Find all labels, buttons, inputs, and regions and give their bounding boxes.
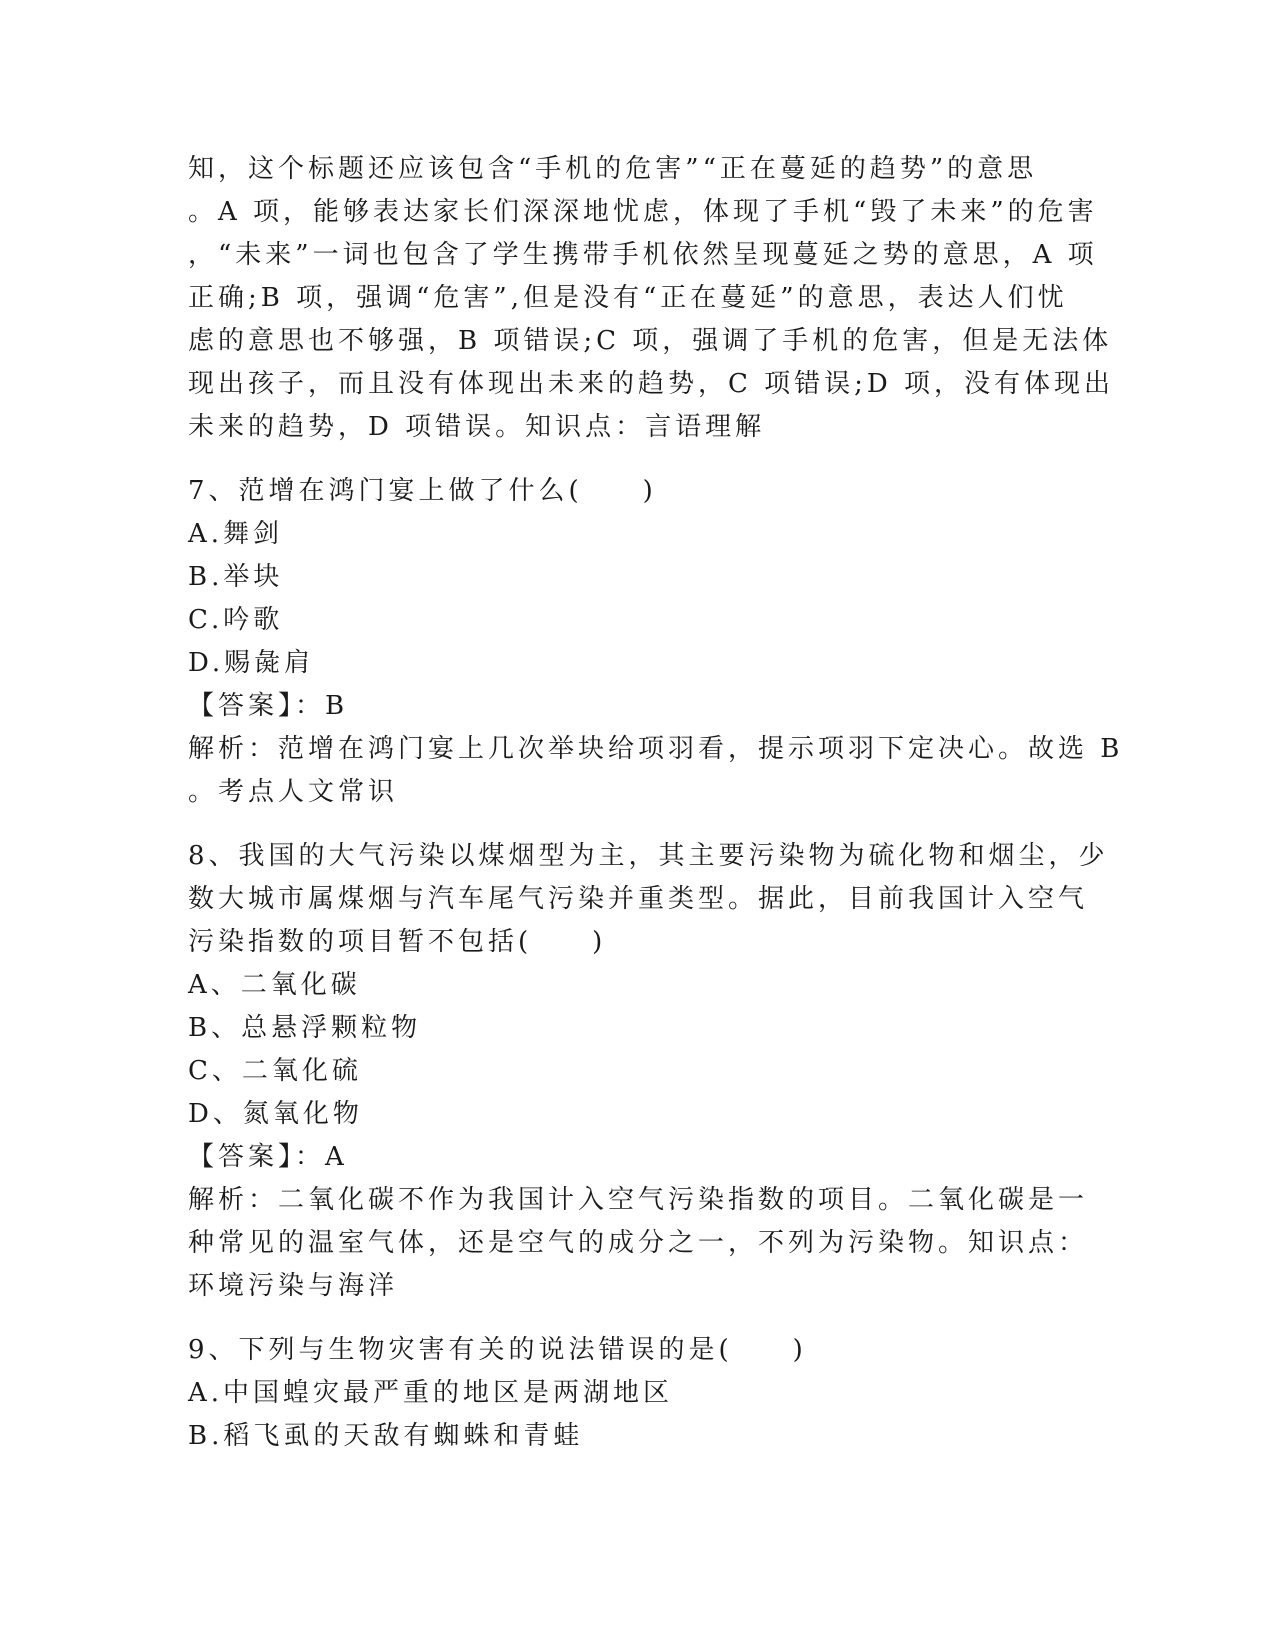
analysis-line: 。考点人文常识 bbox=[188, 777, 399, 807]
intro-explanation bbox=[188, 148, 1115, 449]
question-stem: 7、范增在鸿门宴上做了什么( ) bbox=[188, 476, 657, 506]
analysis-line: 解析：范增在鸿门宴上几次举块给项羽看，提示项羽下定决心。故选 B bbox=[188, 734, 1124, 764]
option-b: B.举块 bbox=[188, 562, 284, 592]
explanation-line: 虑的意思也不够强，B 项错误;C 项，强调了手机的危害，但是无法体 bbox=[188, 326, 1113, 356]
explanation-line: 。A 项，能够表达家长们深深地忧虑，体现了手机“毁了未来”的危害 bbox=[188, 197, 1098, 227]
option-c: C、二氧化硫 bbox=[188, 1056, 362, 1086]
explanation-line: 知，这个标题还应该包含“手机的危害”“正在蔓延的趋势”的意思 bbox=[188, 154, 1038, 184]
question-stem: 数大城市属煤烟与汽车尾气污染并重类型。据此，目前我国计入空气 bbox=[188, 884, 1089, 914]
option-b: B.稻飞虱的天敌有蜘蛛和青蛙 bbox=[188, 1421, 584, 1451]
question-8 bbox=[188, 835, 1109, 1308]
option-d: D、氮氧化物 bbox=[188, 1099, 363, 1129]
option-a: A.中国蝗灾最严重的地区是两湖地区 bbox=[188, 1378, 674, 1408]
option-c: C.吟歌 bbox=[188, 605, 284, 635]
option-a: A、二氧化碳 bbox=[188, 970, 361, 1000]
question-9 bbox=[188, 1329, 1088, 1458]
document-page bbox=[188, 148, 1124, 1458]
explanation-line: 正确;B 项，强调“危害”,但是没有“正在蔓延”的意思，表达人们忧 bbox=[188, 283, 1068, 313]
spacer bbox=[188, 1308, 1088, 1329]
analysis-line: 种常见的温室气体，还是空气的成分之一，不列为污染物。知识点： bbox=[188, 1228, 1089, 1258]
question-stem: 8、我国的大气污染以煤烟型为主，其主要污染物为硫化物和烟尘，少 bbox=[188, 841, 1109, 871]
option-d: D.赐彘肩 bbox=[188, 648, 315, 678]
answer-line: 【答案】：B bbox=[188, 691, 349, 721]
question-7 bbox=[188, 470, 1124, 814]
explanation-line: ，“未来”一词也包含了学生携带手机依然呈现蔓延之势的意思，A 项 bbox=[188, 240, 1098, 270]
explanation-line: 现出孩子，而且没有体现出未来的趋势，C 项错误;D 项，没有体现出 bbox=[188, 369, 1115, 399]
analysis-line: 环境污染与海洋 bbox=[188, 1271, 399, 1301]
option-b: B、总悬浮颗粒物 bbox=[188, 1013, 422, 1043]
question-stem: 污染指数的项目暂不包括( ) bbox=[188, 927, 607, 957]
answer-line: 【答案】：A bbox=[188, 1142, 348, 1172]
analysis-line: 解析：二氧化碳不作为我国计入空气污染指数的项目。二氧化碳是一 bbox=[188, 1185, 1089, 1215]
option-a: A.舞剑 bbox=[188, 519, 284, 549]
explanation-line: 未来的趋势，D 项错误。知识点：言语理解 bbox=[188, 412, 766, 442]
spacer bbox=[188, 814, 1088, 835]
question-stem: 9、下列与生物灾害有关的说法错误的是( ) bbox=[188, 1335, 807, 1365]
spacer bbox=[188, 449, 1088, 470]
